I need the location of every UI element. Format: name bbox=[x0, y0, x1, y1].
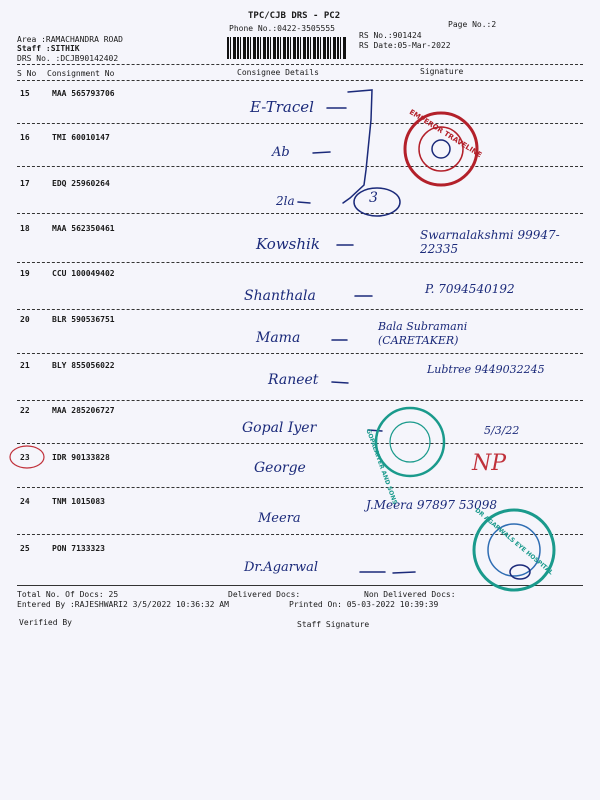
rs-date: RS Date:05-Mar-2022 bbox=[359, 41, 451, 50]
rs-number: RS No.:901424 bbox=[359, 31, 422, 40]
col-consignment: Consignment No bbox=[47, 69, 115, 78]
verified-by: Verified By bbox=[19, 618, 72, 627]
row-consignment: EDQ 25960264 bbox=[52, 179, 110, 188]
row-sno: 21 bbox=[20, 361, 30, 370]
signature-handwriting: Lubtree 9449032245 bbox=[427, 363, 545, 376]
row-consignment: TMI 60010147 bbox=[52, 133, 110, 142]
row-sno: 18 bbox=[20, 224, 30, 233]
consignee-handwriting: Shanthala bbox=[244, 288, 316, 304]
row-consignment: CCU 100049402 bbox=[52, 269, 115, 278]
row-consignment: IDR 90133828 bbox=[52, 453, 110, 462]
staff-label: Staff :SITHIK bbox=[17, 44, 80, 53]
row-sno: 19 bbox=[20, 269, 30, 278]
row-sno: 15 bbox=[20, 89, 30, 98]
row-sno: 17 bbox=[20, 179, 30, 188]
row-sno: 20 bbox=[20, 315, 30, 324]
signature-handwriting: 3 bbox=[369, 190, 378, 206]
col-consignee: Consignee Details bbox=[237, 68, 319, 77]
consignee-handwriting: 2la bbox=[276, 194, 295, 208]
area-label: Area :RAMACHANDRA ROAD bbox=[17, 35, 123, 44]
page-number: Page No.:2 bbox=[448, 20, 497, 29]
row-sno: 22 bbox=[20, 406, 30, 415]
emperor-stamp-text: EMPEROR TRAVELINE bbox=[407, 108, 484, 160]
gopal-stamp-text: GOPALAIYER AND SONS bbox=[364, 428, 399, 506]
signature-handwriting: NP bbox=[472, 451, 507, 476]
document-title: TPC/CJB DRS - PC2 bbox=[248, 11, 341, 21]
consignee-handwriting: Gopal Iyer bbox=[242, 420, 317, 436]
staff-signature: Staff Signature bbox=[297, 620, 370, 629]
consignee-handwriting: George bbox=[254, 460, 306, 476]
non-delivered-docs: Non Delivered Docs: bbox=[364, 590, 456, 599]
entered-by: Entered By :RAJESHWARI2 3/5/2022 10:36:32 AM bbox=[17, 600, 229, 609]
row-consignment: PON 7133323 bbox=[52, 544, 105, 553]
row-sno: 25 bbox=[20, 544, 30, 553]
signature-handwriting: J.Meera 97897 53098 bbox=[366, 498, 498, 512]
row-consignment: BLY 855056022 bbox=[52, 361, 115, 370]
signature-handwriting: Bala Subramani (CARETAKER) bbox=[378, 320, 468, 347]
consignee-handwriting: Mama bbox=[256, 330, 301, 346]
col-sno: S No bbox=[17, 69, 37, 78]
consignee-handwriting: Meera bbox=[258, 511, 301, 526]
col-signature: Signature bbox=[420, 67, 464, 76]
agarwal-stamp-text: DR AGARWALS EYE HOSPITAL bbox=[473, 507, 555, 577]
row-consignment: BLR 590536751 bbox=[52, 315, 115, 324]
row-consignment: TNM 1015083 bbox=[52, 497, 105, 506]
printed-on: Printed On: 05-03-2022 10:39:39 bbox=[289, 600, 439, 609]
signature-handwriting: 5/3/22 bbox=[484, 424, 520, 437]
phone-number: Phone No.:0422-3505555 bbox=[229, 24, 335, 33]
row-consignment: MAA 562350461 bbox=[52, 224, 115, 233]
row-sno: 16 bbox=[20, 133, 30, 142]
consignee-handwriting: Kowshik bbox=[256, 235, 320, 253]
row-sno: 23 bbox=[20, 453, 30, 462]
row-consignment: MAA 285206727 bbox=[52, 406, 115, 415]
row-sno: 24 bbox=[20, 497, 30, 506]
row-consignment: MAA 565793706 bbox=[52, 89, 115, 98]
signature-handwriting: P. 7094540192 bbox=[425, 282, 515, 296]
signature-handwriting: Swarnalakshmi 99947-22335 bbox=[420, 228, 560, 256]
consignee-handwriting: Ab bbox=[272, 145, 290, 160]
consignee-handwriting: E-Tracel bbox=[250, 98, 314, 116]
total-docs: Total No. Of Docs: 25 bbox=[17, 590, 119, 599]
delivered-docs: Delivered Docs: bbox=[228, 590, 301, 599]
drs-number: DRS No. :DCJB90142402 bbox=[17, 54, 119, 63]
consignee-handwriting: Raneet bbox=[268, 372, 319, 388]
consignee-handwriting: Dr.Agarwal bbox=[244, 560, 319, 575]
